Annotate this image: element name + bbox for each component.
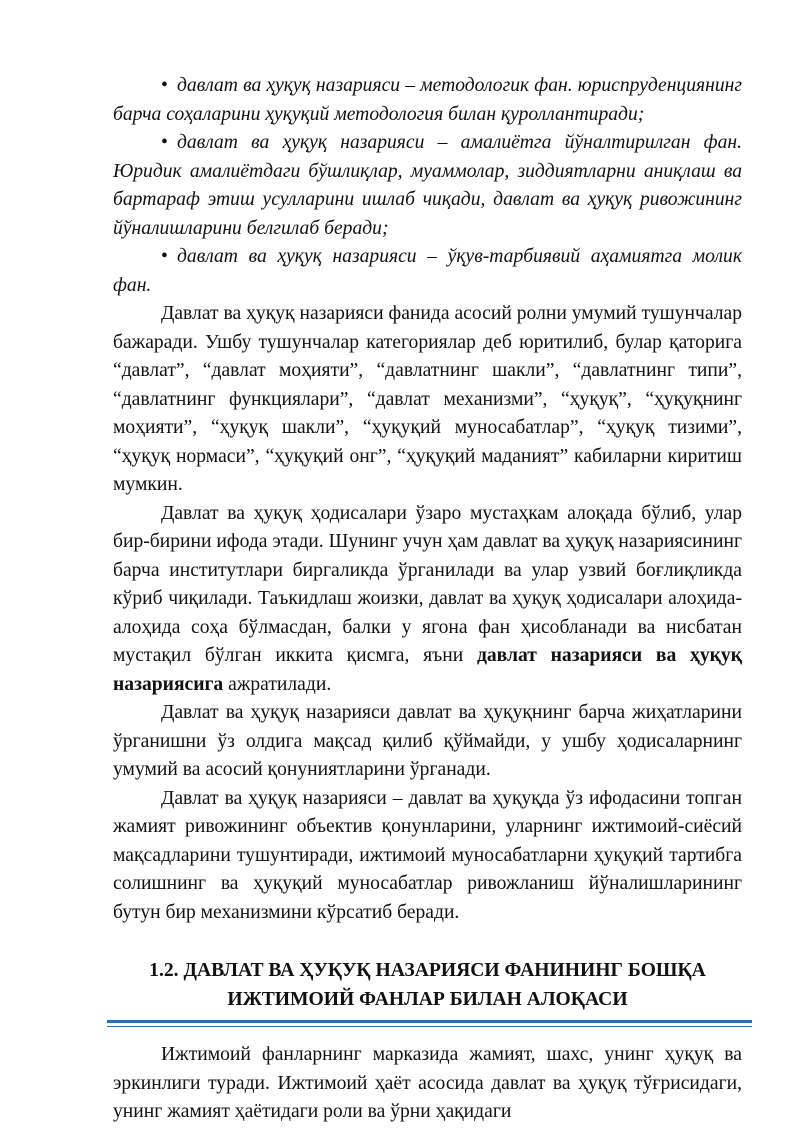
bullet-item	[113, 129, 742, 243]
bullet-dot-icon: •	[161, 75, 168, 96]
emphasis-text: давлат назарияси ва ҳуқуқ назариясига	[113, 645, 742, 695]
bullet-dot-icon: •	[161, 246, 168, 267]
bullet-dot-icon: •	[161, 132, 168, 153]
paragraph-goals: Давлат ва ҳуқуқ назарияси давлат ва ҳуқуқнинг барча жиҳатларини ўрганишни ўз олдига мақсад қилиб қўймайди, у ушбу ҳодисаларнинг умумий ва асосий қонуниятларини ўрганади.	[113, 702, 742, 780]
paragraph-social-sciences: Ижтимоий фанларнинг марказида жамият, шахс, унинг ҳуқуқ ва эркинлиги туради. Ижтимоий ҳаёт асосида давлат ва ҳуқуқ тўғрисидаги, унинг жамият ҳаётидаги роли ва ўрни ҳақидаги	[113, 1044, 742, 1122]
bullet-text: давлат ва ҳуқуқ назарияси – амалиётга йўналтирилган фан. Юридик амалиётдаги бўшлиқлар, муаммолар, зиддиятларни аниқлаш ва бартараф этиш усулларини ишлаб чиқади, давлат ва ҳуқуқ ривожининг йўналишларини белгилаб беради;	[113, 132, 742, 239]
heading-divider	[107, 1020, 752, 1027]
divider-thin-line	[107, 1026, 752, 1027]
paragraph-text: ажратилади.	[223, 673, 332, 695]
divider-thick-line	[107, 1020, 752, 1023]
paragraph-relations	[113, 500, 742, 700]
section-heading: 1.2. ДАВЛАТ ВА ҲУҚУҚ НАЗАРИЯСИ ФАНИНИНГ БОШҚА ИЖТИМОИЙ ФАНЛАР БИЛАН АЛОҚАСИ	[149, 960, 706, 1010]
paragraph-categories: Давлат ва ҳуқуқ назарияси фанида асосий ролни умумий тушунчалар бажаради. Ушбу тушунчалар категориялар деб юритилиб, булар қаторига “давлат”, “давлат моҳияти”, “давлатнинг шакли”, “давлатнинг типи”, “давлатнинг функциялари”, “давлат механизми”, “ҳуқуқ”, “ҳуқуқнинг моҳияти”, “ҳуқуқ шакли”, “ҳуқуқий муносабатлар”, “ҳуқуқ тизими”, “ҳуқуқ нормаси”, “ҳуқуқий онг”, “ҳуқуқий маданият” кабиларни киритиш мумкин.	[113, 303, 742, 495]
paragraph-definition: Давлат ва ҳуқуқ назарияси – давлат ва ҳуқуқда ўз ифодасини топган жамият ривожининг объектив қонунларини, уларнинг ижтимоий-сиёсий мақсадларини тушунтиради, ижтимоий муносабатларни ҳуқуқий тартибга солишнинг ва ҳуқуқий муносабатлар ривожланиш йўналишларининг бутун бир механизмини кўрсатиб беради.	[113, 787, 742, 923]
document-page	[113, 72, 742, 1127]
paragraph-text: Давлат ва ҳуқуқ ҳодисалари ўзаро мустаҳкам алоқада бўлиб, улар бир-бирини ифода этади. Шунинг учун ҳам давлат ва ҳуқуқ назариясининг барча институтлари биргаликда ўрганилади ва улар узвий боғлиқликда кўриб чиқилади. Таъкидлаш жоизки, давлат ва ҳуқуқ ҳодисалари алоҳида-алоҳида соҳа бўлмасдан, балки у ягона фан ҳисобланади ва нисбатан мустақил бўлган иккита қисмга, яъни	[113, 502, 742, 666]
bullet-item	[113, 243, 742, 300]
bullet-text: давлат ва ҳуқуқ назарияси – ўқув-тарбиявий аҳамиятга молик фан.	[113, 246, 742, 296]
bullet-text: давлат ва ҳуқуқ назарияси – методологик фан. юриспруденциянинг барча соҳаларини ҳуқуқий методология билан қуроллантиради;	[113, 75, 742, 125]
bullet-item	[113, 72, 742, 129]
